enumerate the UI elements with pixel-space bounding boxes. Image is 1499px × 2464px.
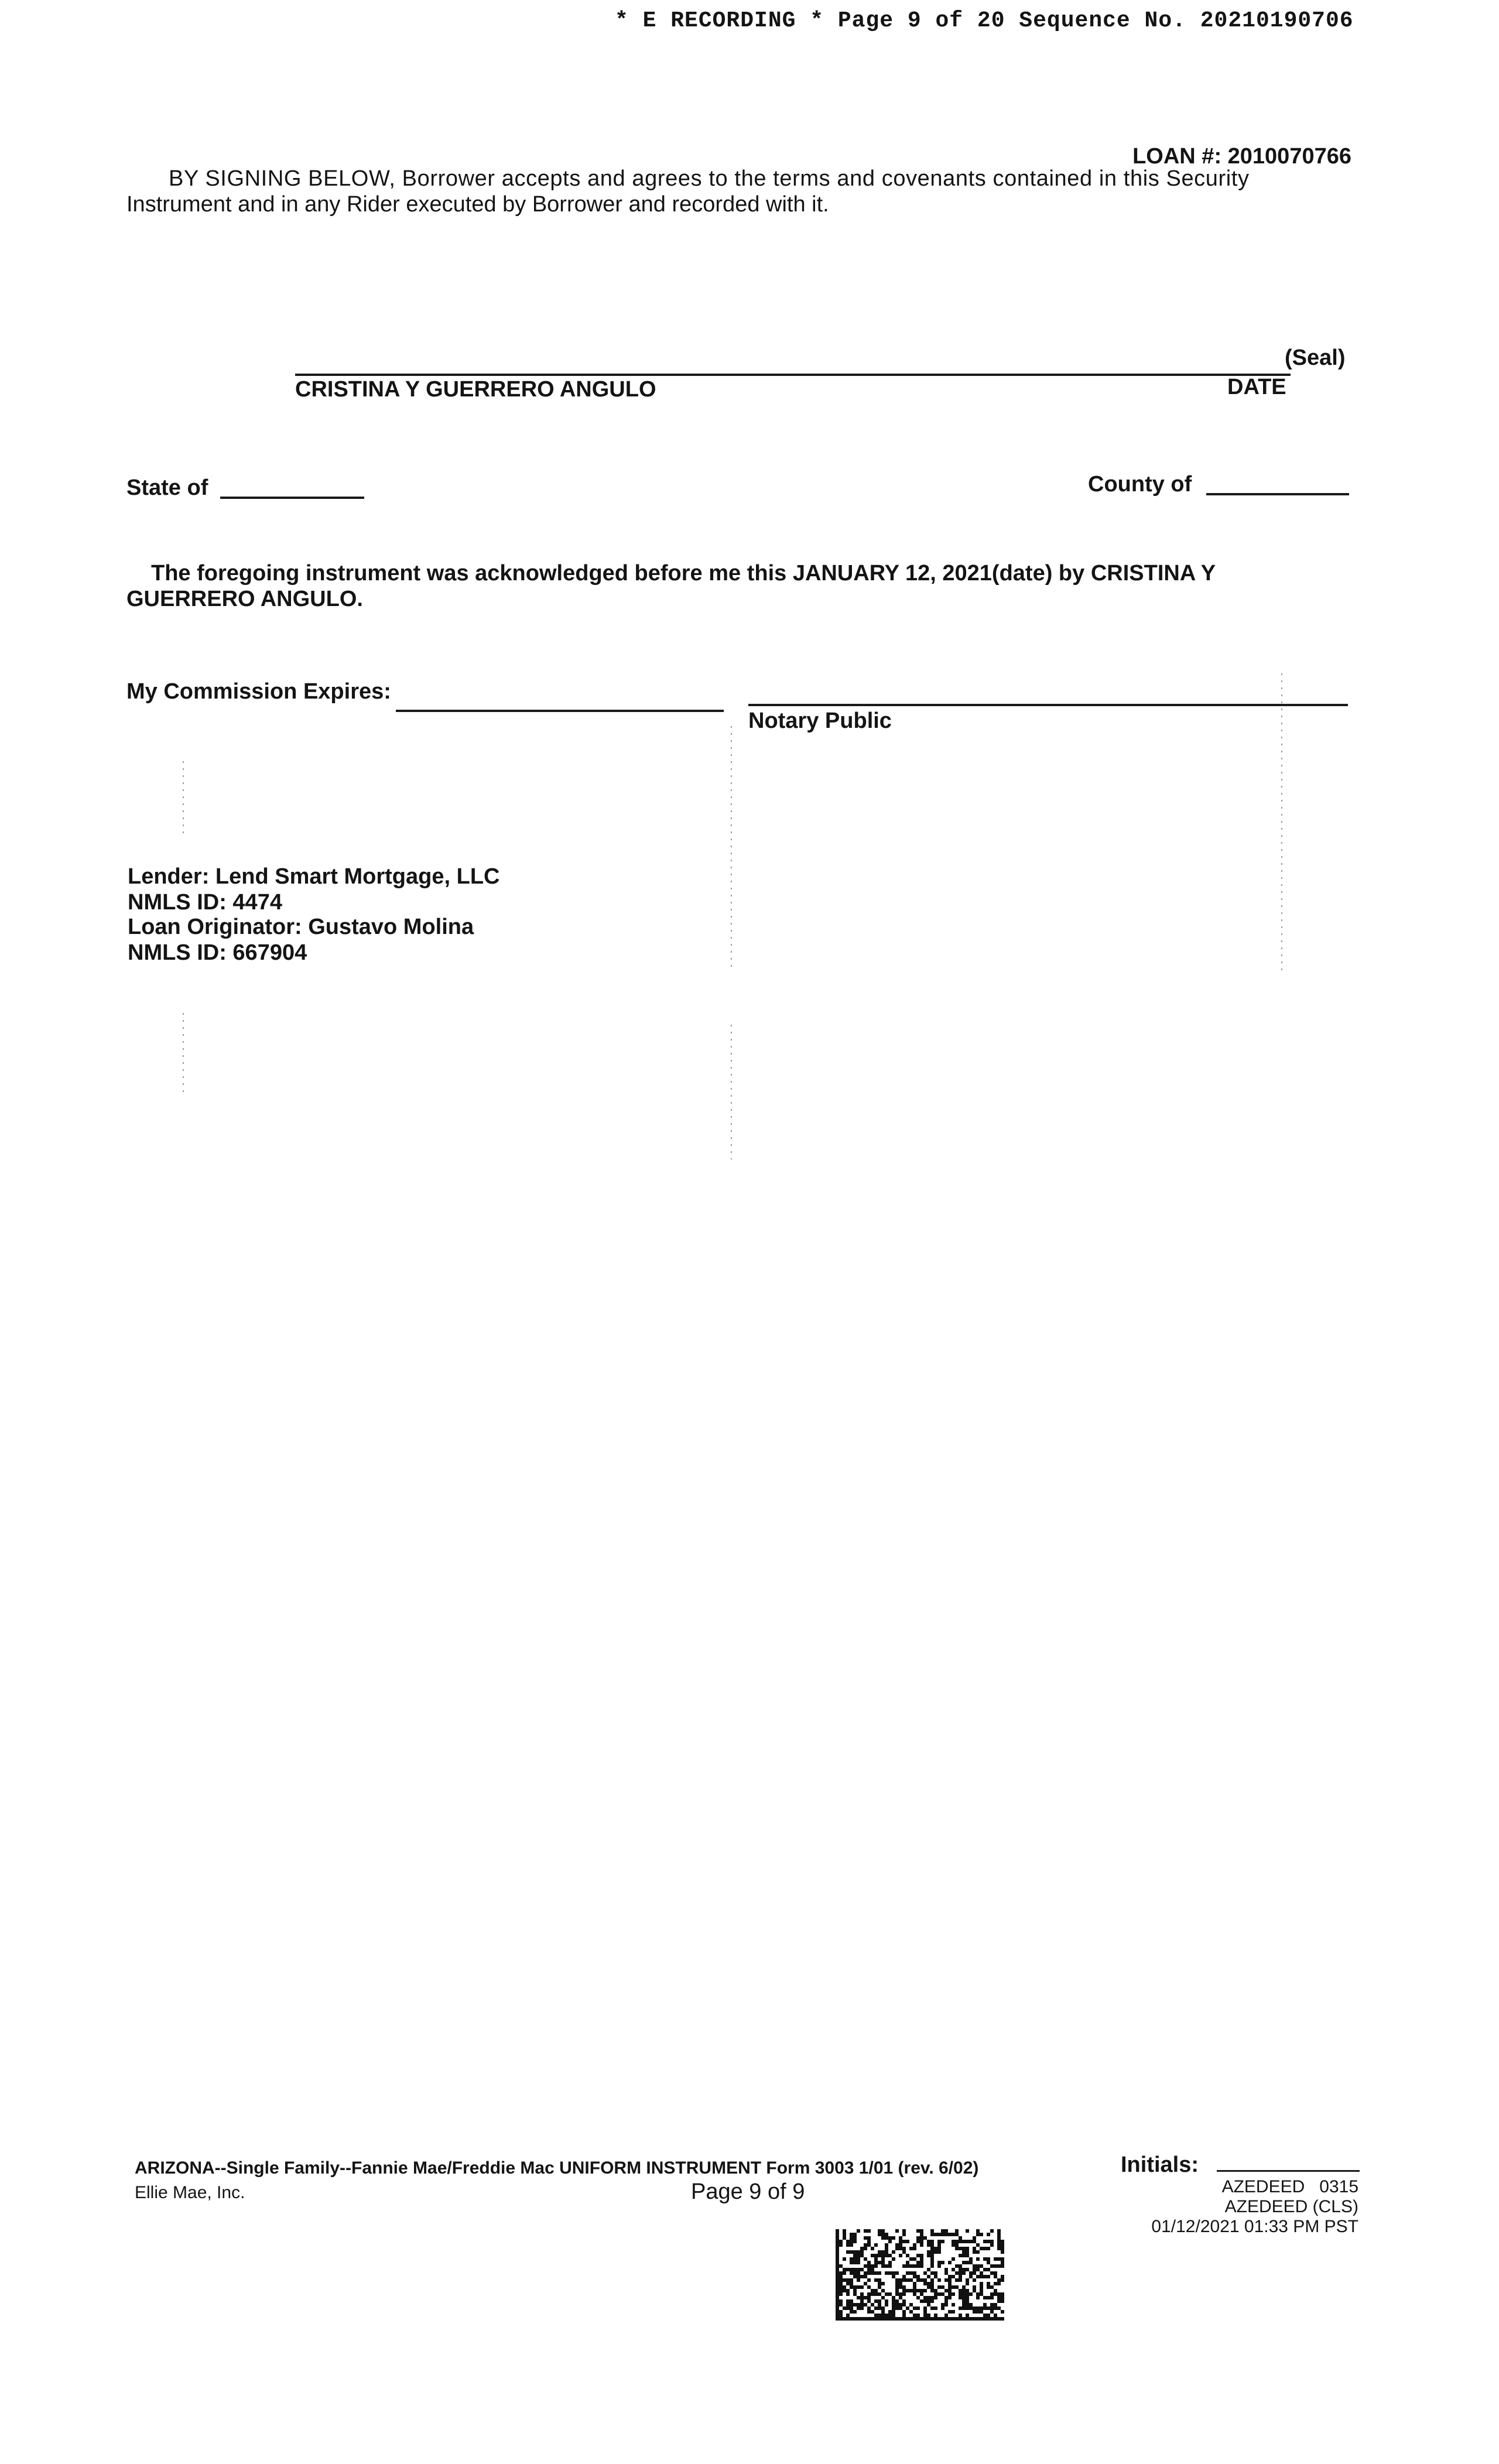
barcode-icon	[835, 2229, 1005, 2322]
intro-line-2: Instrument and in any Rider executed by Borrower and recorded with it.	[126, 192, 829, 217]
scan-artifact	[183, 1013, 184, 1095]
scan-artifact	[1281, 673, 1282, 972]
seal-label: (Seal)	[1285, 345, 1346, 370]
notary-public-label: Notary Public	[748, 709, 892, 733]
notary-signature-line	[748, 704, 1348, 706]
initials-label: Initials:	[1121, 2152, 1199, 2177]
recording-header: * E RECORDING * Page 9 of 20 Sequence No. 20210190706	[615, 8, 1354, 33]
form-code: AZEDEED 0315	[1221, 2177, 1358, 2196]
intro-line-1: BY SIGNING BELOW, Borrower accepts and agrees to the terms and covenants contained in this Security	[169, 166, 1250, 191]
initials-blank	[1217, 2170, 1360, 2172]
form-code-cls: AZEDEED (CLS)	[1224, 2197, 1358, 2216]
county-label: County of	[1088, 472, 1192, 497]
form-title: ARIZONA--Single Family--Fannie Mae/Freddie Mac UNIFORM INSTRUMENT Form 3003 1/01 (rev. 6/02)	[135, 2158, 979, 2178]
scan-artifact	[183, 761, 184, 837]
county-blank	[1206, 493, 1349, 495]
acknowledgment-line-2: GUERRERO ANGULO.	[126, 587, 363, 611]
loan-number: LOAN #: 2010070766	[1132, 144, 1351, 169]
acknowledgment-line-1: The foregoing instrument was acknowledged before me this JANUARY 12, 2021(date) by CRISTINA Y	[151, 561, 1216, 586]
scan-artifact	[731, 1025, 732, 1159]
scan-artifact	[731, 726, 732, 972]
state-label: State of	[126, 475, 208, 500]
borrower-name: CRISTINA Y GUERRERO ANGULO	[295, 377, 656, 402]
lender-nmls: NMLS ID: 4474	[128, 890, 282, 915]
lender-name: Lender: Lend Smart Mortgage, LLC	[128, 864, 500, 889]
print-timestamp: 01/12/2021 01:33 PM PST	[1151, 2217, 1358, 2236]
originator-nmls: NMLS ID: 667904	[128, 940, 307, 965]
loan-originator: Loan Originator: Gustavo Molina	[128, 915, 474, 939]
page-number: Page 9 of 9	[691, 2179, 805, 2204]
state-blank	[220, 497, 364, 499]
commission-expires-label: My Commission Expires:	[126, 679, 391, 704]
signature-line	[295, 374, 1291, 376]
date-label: DATE	[1227, 375, 1286, 399]
commission-blank	[396, 710, 724, 712]
vendor-name: Ellie Mae, Inc.	[135, 2183, 245, 2202]
